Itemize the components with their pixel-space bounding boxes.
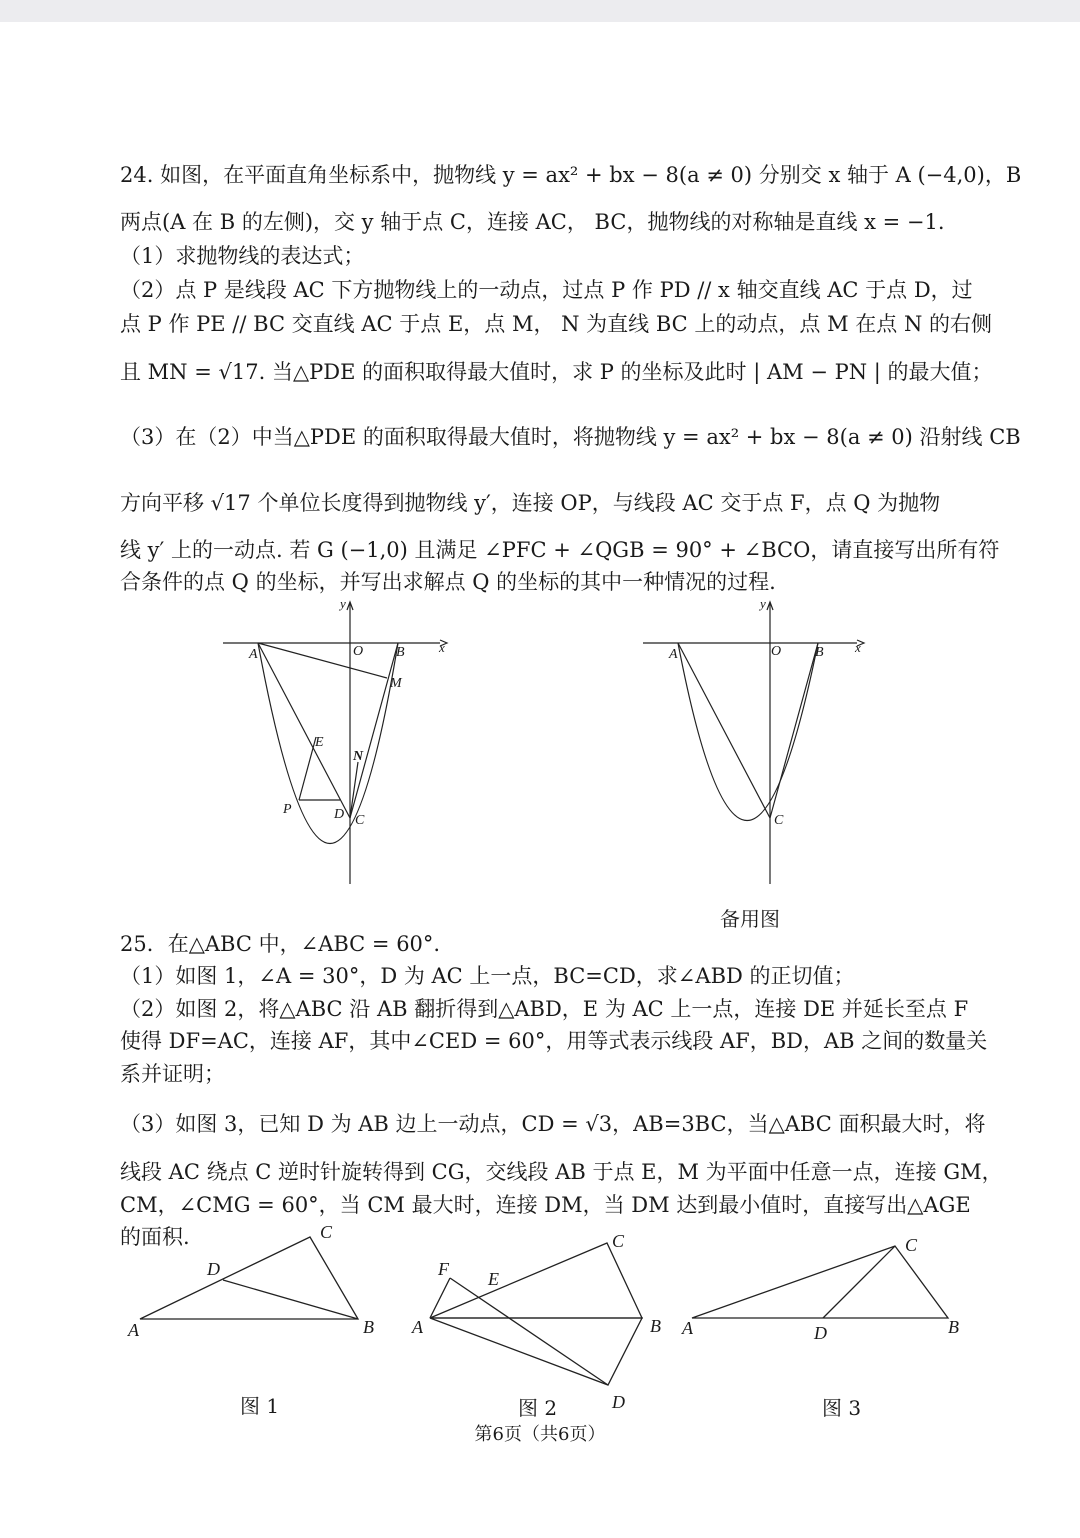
q25-line-1: 25．在△ABC 中，∠ABC = 60°. — [120, 932, 441, 956]
q24-line-10: 合条件的点 Q 的坐标，并写出求解点 Q 的坐标的其中一种情况的过程. — [120, 570, 776, 594]
spare-point-A-label: A — [669, 647, 678, 662]
fig2-F-label: F — [438, 1259, 449, 1279]
fig3-B-label: B — [948, 1317, 959, 1337]
q24-line-7: （3）在（2）中当△PDE 的面积取得最大值时，将抛物线 y = ax² + bx − 8(a ≠ 0) 沿射线 CB — [120, 425, 1021, 449]
figure-2-caption: 图 2 — [518, 1396, 558, 1420]
q25-line-3: （2）如图 2，将△ABC 沿 AB 翻折得到△ABD，E 为 AC 上一点，连接 DE 并延长至点 F — [120, 997, 969, 1021]
spare-point-C-label: C — [774, 813, 784, 828]
q24-line-8: 方向平移 √17 个单位长度得到抛物线 y′，连接 OP，与线段 AC 交于点 F，点 Q 为抛物 — [120, 491, 941, 515]
spare-y-axis-label: y — [760, 596, 766, 611]
q25-line-5: 系并证明； — [120, 1062, 225, 1086]
q25-figure-3 — [680, 1225, 970, 1359]
point-M-label: M — [390, 676, 402, 691]
fig1-B-label: B — [363, 1317, 374, 1337]
fig3-C-label: C — [905, 1235, 918, 1255]
q24-line-3: （1）求抛物线的表达式； — [120, 244, 365, 268]
spare-x-axis-label: x — [855, 640, 861, 655]
q24-figure-spare — [635, 592, 875, 896]
spare-figure-caption: 备用图 — [720, 907, 780, 931]
fig2-D-label: D — [612, 1392, 625, 1412]
q25-line-7: 线段 AC 绕点 C 逆时针旋转得到 CG，交线段 AB 于点 E，M 为平面中任意一点，连接 GM， — [120, 1160, 1003, 1184]
fig2-A-label: A — [412, 1317, 423, 1337]
x-axis-label: x — [439, 640, 445, 655]
fig3-D-label: D — [814, 1323, 827, 1343]
q25-line-8: CM，∠CMG = 60°，当 CM 最大时，连接 DM，当 DM 达到最小值时，直接写出△AGE — [120, 1193, 971, 1217]
q24-line-5: 点 P 作 PE // BC 交直线 AC 于点 E，点 M， N 为直线 BC 上的动点，点 M 在点 N 的右侧 — [120, 312, 992, 336]
y-axis-label: y — [340, 596, 346, 611]
q25-line-6: （3）如图 3，已知 D 为 AB 边上一动点，CD = √3，AB=3BC，当△ABC 面积最大时，将 — [120, 1112, 986, 1136]
point-O-label: O — [353, 644, 364, 659]
q25-figure-1 — [115, 1215, 385, 1349]
point-N-label: N — [353, 749, 364, 764]
point-E-label: E — [315, 735, 324, 750]
fig2-C-label: C — [612, 1231, 625, 1251]
fig3-A-label: A — [682, 1318, 693, 1338]
q24-line-6: 且 MN = √17. 当△PDE 的面积取得最大值时，求 P 的坐标及此时 | AM − PN | 的最大值； — [120, 360, 993, 384]
page-footer: 第6页（共6页） — [474, 1424, 606, 1445]
q24-line-9: 线 y′ 上的一动点. 若 G (−1,0) 且满足 ∠PFC + ∠QGB = 90° + ∠BCO，请直接写出所有符 — [120, 538, 1000, 562]
q24-line-1: 24. 如图，在平面直角坐标系中，抛物线 y = ax² + bx − 8(a ≠ 0) 分别交 x 轴于 A (−4,0)，B — [120, 163, 1022, 187]
q24-line-4: （2）点 P 是线段 AC 下方抛物线上的一动点，过点 P 作 PD // x 轴交直线 AC 于点 D，过 — [120, 278, 973, 302]
figure-3-caption: 图 3 — [822, 1396, 862, 1420]
fig1-D-label: D — [207, 1259, 220, 1279]
q24-figure-main — [215, 592, 460, 896]
fig2-B-label: B — [650, 1316, 661, 1336]
q24-line-2: 两点(A 在 B 的左侧)，交 y 轴于点 C，连接 AC， BC，抛物线的对称轴是直线 x = −1. — [120, 210, 945, 234]
q25-line-4: 使得 DF=AC，连接 AF，其中∠CED = 60°，用等式表示线段 AF，BD，AB 之间的数量关 — [120, 1029, 988, 1053]
fig1-C-label: C — [320, 1222, 333, 1242]
spare-point-O-label: O — [771, 644, 782, 659]
point-D-label: D — [334, 807, 345, 822]
fig2-E-label: E — [488, 1269, 499, 1289]
point-P-label: P — [283, 802, 292, 817]
point-A-label: A — [249, 647, 258, 662]
q25-line-9: 的面积. — [120, 1225, 190, 1249]
q25-line-2: （1）如图 1，∠A = 30°，D 为 AC 上一点，BC=CD，求∠ABD 的正切值； — [120, 964, 855, 988]
fig1-A-label: A — [128, 1320, 139, 1340]
viewer-top-bar — [0, 0, 1080, 22]
point-B-label: B — [396, 645, 405, 660]
figure-1-caption: 图 1 — [240, 1394, 280, 1418]
point-C-label: C — [355, 813, 365, 828]
spare-point-B-label: B — [815, 645, 824, 660]
